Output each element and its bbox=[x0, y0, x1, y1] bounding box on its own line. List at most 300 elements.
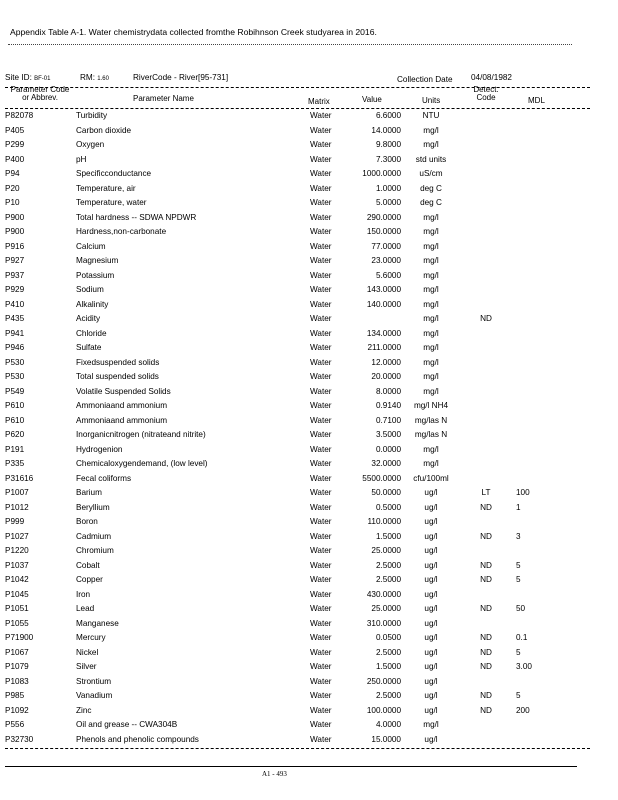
parameter-code-cell: P900 bbox=[5, 212, 25, 222]
table-row bbox=[0, 691, 618, 706]
units-cell: ug/l bbox=[424, 662, 438, 671]
header-detect-line1: Detect. bbox=[473, 85, 499, 94]
matrix-cell: Water bbox=[310, 140, 332, 149]
units-cell: cfu/100ml bbox=[413, 473, 449, 483]
page-number: A1 - 493 bbox=[262, 770, 287, 778]
parameter-name-cell: pH bbox=[76, 154, 87, 164]
matrix-cell: Water bbox=[310, 169, 332, 178]
units-cell: ug/l bbox=[424, 691, 438, 700]
units-cell: ug/l bbox=[424, 676, 438, 686]
units-cell: mg/l bbox=[423, 125, 439, 135]
value-cell: 25.0000 bbox=[371, 546, 401, 555]
mdl-cell: 3.00 bbox=[516, 662, 532, 671]
value-cell: 2.5000 bbox=[375, 691, 401, 700]
parameter-name-cell: Zinc bbox=[76, 705, 92, 715]
footer-rule bbox=[5, 766, 577, 767]
units-cell: mg/l bbox=[423, 241, 439, 251]
matrix-cell: Water bbox=[310, 676, 332, 686]
parameter-code-cell: P1079 bbox=[5, 662, 29, 671]
value-cell: 1000.0000 bbox=[362, 169, 401, 178]
value-cell: 250.0000 bbox=[366, 676, 401, 686]
value-cell: 290.0000 bbox=[366, 212, 401, 222]
table-row bbox=[0, 604, 618, 619]
parameter-name-cell: Sodium bbox=[76, 285, 104, 294]
table-row bbox=[0, 285, 618, 300]
table-row bbox=[0, 430, 618, 445]
matrix-cell: Water bbox=[310, 473, 332, 483]
matrix-cell: Water bbox=[310, 734, 332, 744]
units-cell: mg/l bbox=[423, 314, 439, 323]
matrix-cell: Water bbox=[310, 401, 332, 410]
units-cell: deg C bbox=[420, 183, 442, 193]
value-cell: 7.3000 bbox=[375, 154, 401, 164]
mdl-cell: 5 bbox=[516, 575, 521, 584]
value-cell: 110.0000 bbox=[367, 517, 401, 526]
value-cell: 14.0000 bbox=[371, 125, 401, 135]
parameter-name-cell: Inorganicnitrogen (nitrateand nitrite) bbox=[76, 430, 206, 439]
header-detect bbox=[470, 86, 502, 102]
mdl-cell: 5 bbox=[516, 647, 521, 657]
table-row bbox=[0, 735, 618, 750]
units-cell: mg/l bbox=[423, 343, 439, 352]
value-cell: 32.0000 bbox=[371, 459, 401, 468]
site-id-value: BF-01 bbox=[34, 76, 51, 82]
value-cell: 134.0000 bbox=[366, 328, 401, 338]
table-row bbox=[0, 619, 618, 634]
parameter-code-cell: P335 bbox=[5, 459, 25, 468]
parameter-code-cell: P1045 bbox=[5, 589, 29, 599]
header-code-line2: or Abbrev. bbox=[22, 93, 58, 102]
parameter-code-cell: P1051 bbox=[5, 604, 29, 613]
detect-code-cell: ND bbox=[480, 502, 492, 512]
parameter-name-cell: Lead bbox=[76, 604, 95, 613]
parameter-name-cell: Strontium bbox=[76, 676, 112, 686]
value-cell: 50.0000 bbox=[371, 488, 401, 497]
table-row bbox=[0, 256, 618, 271]
parameter-name-cell: Chemicaloxygendemand, (low level) bbox=[76, 459, 208, 468]
parameter-code-cell: P191 bbox=[5, 444, 25, 454]
units-cell: mg/l bbox=[423, 386, 439, 396]
table-row bbox=[0, 372, 618, 387]
value-cell: 15.0000 bbox=[371, 734, 401, 744]
parameter-code-cell: P610 bbox=[5, 401, 25, 410]
units-cell: NTU bbox=[422, 111, 440, 120]
detect-code-cell: ND bbox=[480, 691, 492, 700]
parameter-code-cell: P927 bbox=[5, 256, 25, 265]
header-code bbox=[5, 86, 75, 102]
parameter-code-cell: P620 bbox=[5, 430, 25, 439]
table-row bbox=[0, 387, 618, 402]
table-row bbox=[0, 662, 618, 677]
units-cell: ug/l bbox=[424, 575, 438, 584]
mdl-cell: 0.1 bbox=[516, 633, 528, 642]
units-cell: mg/l bbox=[423, 357, 439, 367]
value-cell: 0.0000 bbox=[375, 444, 401, 454]
units-cell: deg C bbox=[420, 198, 442, 207]
table-row bbox=[0, 329, 618, 344]
value-cell: 8.0000 bbox=[375, 386, 401, 396]
table-end-rule bbox=[5, 748, 590, 749]
units-cell: std units bbox=[415, 154, 447, 164]
value-cell: 5.0000 bbox=[375, 198, 401, 207]
parameter-name-cell: Chromium bbox=[76, 546, 114, 555]
parameter-name-cell: Total hardness -- SDWA NPDWR bbox=[76, 212, 197, 222]
value-cell: 430.0000 bbox=[366, 589, 401, 599]
units-cell: ug/l bbox=[424, 531, 438, 541]
matrix-cell: Water bbox=[310, 517, 332, 526]
value-cell: 0.7100 bbox=[375, 415, 401, 425]
parameter-code-cell: P71900 bbox=[5, 633, 34, 642]
matrix-cell: Water bbox=[310, 531, 332, 541]
matrix-cell: Water bbox=[310, 459, 332, 468]
table-row bbox=[0, 227, 618, 242]
table-row bbox=[0, 213, 618, 228]
matrix-cell: Water bbox=[310, 502, 332, 512]
units-cell: mg/l bbox=[423, 212, 439, 222]
header-code-line1: Parameter Code bbox=[10, 85, 70, 94]
parameter-name-cell: Nickel bbox=[76, 647, 99, 657]
matrix-cell: Water bbox=[310, 125, 332, 135]
parameter-name-cell: Mercury bbox=[76, 633, 106, 642]
detect-code-cell: ND bbox=[480, 314, 492, 323]
value-cell: 140.0000 bbox=[366, 299, 401, 309]
units-cell: mg/l bbox=[423, 459, 439, 468]
parameter-code-cell: P1067 bbox=[5, 647, 29, 657]
units-cell: ug/l bbox=[424, 502, 438, 512]
matrix-cell: Water bbox=[310, 314, 332, 323]
parameter-code-cell: P549 bbox=[5, 386, 25, 396]
units-cell: ug/l bbox=[424, 734, 438, 744]
parameter-name-cell: Acidity bbox=[76, 314, 101, 323]
matrix-cell: Water bbox=[310, 299, 332, 309]
units-cell: ug/l bbox=[424, 560, 438, 570]
site-id bbox=[5, 73, 50, 82]
parameter-code-cell: P299 bbox=[5, 140, 25, 149]
units-cell: ug/l bbox=[424, 517, 438, 526]
parameter-code-cell: P1037 bbox=[5, 560, 29, 570]
mdl-cell: 1 bbox=[516, 502, 521, 512]
parameter-code-cell: P1220 bbox=[5, 546, 29, 555]
table-row bbox=[0, 140, 618, 155]
header-mdl: MDL bbox=[528, 96, 545, 105]
units-cell: ug/l bbox=[424, 546, 438, 555]
table-row bbox=[0, 169, 618, 184]
parameter-name-cell: Hardness,non-carbonate bbox=[76, 227, 167, 236]
value-cell: 100.0000 bbox=[366, 705, 401, 715]
parameter-code-cell: P530 bbox=[5, 372, 25, 381]
parameter-code-cell: P985 bbox=[5, 691, 25, 700]
matrix-cell: Water bbox=[310, 618, 332, 628]
value-cell: 0.5000 bbox=[375, 502, 401, 512]
value-cell: 12.0000 bbox=[371, 357, 401, 367]
site-id-label: Site ID: bbox=[5, 73, 32, 82]
value-cell: 1.5000 bbox=[375, 662, 401, 671]
units-cell: mg/l bbox=[423, 720, 439, 729]
parameter-name-cell: Vanadium bbox=[76, 691, 113, 700]
matrix-cell: Water bbox=[310, 270, 332, 280]
parameter-name-cell: Phenols and phenolic compounds bbox=[76, 734, 199, 744]
units-cell: uS/cm bbox=[419, 169, 443, 178]
value-cell: 1.0000 bbox=[375, 183, 401, 193]
parameter-name-cell: Boron bbox=[76, 517, 98, 526]
header-units: Units bbox=[422, 96, 441, 105]
matrix-cell: Water bbox=[310, 343, 332, 352]
mdl-cell: 5 bbox=[516, 560, 521, 570]
units-cell: mg/l NH4 bbox=[413, 401, 449, 410]
matrix-cell: Water bbox=[310, 198, 332, 207]
parameter-name-cell: Carbon dioxide bbox=[76, 125, 132, 135]
units-cell: ug/l bbox=[424, 647, 438, 657]
parameter-code-cell: P937 bbox=[5, 270, 25, 280]
matrix-cell: Water bbox=[310, 647, 332, 657]
table-row bbox=[0, 184, 618, 199]
table-row bbox=[0, 300, 618, 315]
value-cell: 9.8000 bbox=[375, 140, 401, 149]
value-cell: 6.6000 bbox=[375, 111, 401, 120]
table-row bbox=[0, 474, 618, 489]
table-row bbox=[0, 242, 618, 257]
table-row bbox=[0, 314, 618, 329]
header-rule-top bbox=[5, 87, 590, 88]
matrix-cell: Water bbox=[310, 560, 332, 570]
detect-code-cell: LT bbox=[481, 488, 491, 497]
detect-code-cell: ND bbox=[480, 705, 492, 715]
parameter-name-cell: Alkalinity bbox=[76, 299, 109, 309]
parameter-name-cell: Barium bbox=[76, 488, 102, 497]
units-cell: ug/l bbox=[424, 604, 438, 613]
parameter-code-cell: P400 bbox=[5, 154, 25, 164]
parameter-code-cell: P94 bbox=[5, 169, 20, 178]
table-row bbox=[0, 488, 618, 503]
units-cell: ug/l bbox=[424, 589, 438, 599]
parameter-code-cell: P530 bbox=[5, 357, 25, 367]
matrix-cell: Water bbox=[310, 183, 332, 193]
table-row bbox=[0, 416, 618, 431]
parameter-name-cell: Temperature, water bbox=[76, 198, 147, 207]
header-rule-bottom bbox=[5, 108, 590, 109]
parameter-name-cell: Specificconductance bbox=[76, 169, 152, 178]
parameter-name-cell: Volatile Suspended Solids bbox=[76, 386, 171, 396]
parameter-code-cell: P410 bbox=[5, 299, 25, 309]
matrix-cell: Water bbox=[310, 372, 332, 381]
table-row bbox=[0, 561, 618, 576]
value-cell: 4.0000 bbox=[375, 720, 401, 729]
mdl-cell: 5 bbox=[516, 691, 521, 700]
matrix-cell: Water bbox=[310, 575, 332, 584]
parameter-name-cell: Oil and grease -- CWA304B bbox=[76, 720, 178, 729]
table-row bbox=[0, 546, 618, 561]
parameter-name-cell: Magnesium bbox=[76, 256, 119, 265]
value-cell: 1.5000 bbox=[375, 531, 401, 541]
matrix-cell: Water bbox=[310, 212, 332, 222]
value-cell: 77.0000 bbox=[371, 241, 401, 251]
parameter-name-cell: Copper bbox=[76, 575, 103, 584]
units-cell: mg/las N bbox=[414, 415, 448, 425]
table-row bbox=[0, 532, 618, 547]
table-row bbox=[0, 271, 618, 286]
parameter-name-cell: Manganese bbox=[76, 618, 119, 628]
units-cell: mg/l bbox=[423, 285, 439, 294]
parameter-name-cell: Turbidity bbox=[76, 111, 108, 120]
parameter-name-cell: Cobalt bbox=[76, 560, 100, 570]
title-divider bbox=[8, 44, 572, 45]
units-cell: mg/l bbox=[423, 444, 439, 454]
parameter-code-cell: P900 bbox=[5, 227, 25, 236]
matrix-cell: Water bbox=[310, 285, 332, 294]
header-detect-line2: Code bbox=[476, 93, 496, 102]
parameter-code-cell: P556 bbox=[5, 720, 25, 729]
detect-code-cell: ND bbox=[480, 647, 492, 657]
table-row bbox=[0, 459, 618, 474]
table-row bbox=[0, 720, 618, 735]
matrix-cell: Water bbox=[310, 589, 332, 599]
matrix-cell: Water bbox=[310, 604, 332, 613]
table-row bbox=[0, 111, 618, 126]
parameter-name-cell: Beryllium bbox=[76, 502, 110, 512]
parameter-code-cell: P10 bbox=[5, 198, 20, 207]
matrix-cell: Water bbox=[310, 111, 332, 120]
value-cell: 211.0000 bbox=[367, 343, 401, 352]
parameter-name-cell: Oxygen bbox=[76, 140, 105, 149]
detect-code-cell: ND bbox=[480, 575, 492, 584]
mdl-cell: 3 bbox=[516, 531, 521, 541]
parameter-name-cell: Total suspended solids bbox=[76, 372, 159, 381]
parameter-code-cell: P946 bbox=[5, 343, 25, 352]
table-row bbox=[0, 590, 618, 605]
parameter-code-cell: P20 bbox=[5, 183, 20, 193]
parameter-code-cell: P1012 bbox=[5, 502, 29, 512]
matrix-cell: Water bbox=[310, 444, 332, 454]
detect-code-cell: ND bbox=[480, 531, 492, 541]
units-cell: ug/l bbox=[424, 705, 438, 715]
parameter-name-cell: Cadmium bbox=[76, 531, 112, 541]
parameter-name-cell: Fecal coliforms bbox=[76, 473, 132, 483]
parameter-name-cell: Ammoniaand ammonium bbox=[76, 401, 168, 410]
parameter-name-cell: Fixedsuspended solids bbox=[76, 357, 160, 367]
table-row bbox=[0, 155, 618, 170]
parameter-code-cell: P31616 bbox=[5, 473, 34, 483]
detect-code-cell: ND bbox=[480, 633, 492, 642]
units-cell: mg/l bbox=[423, 270, 439, 280]
units-cell: mg/l bbox=[423, 140, 439, 149]
value-cell: 5.6000 bbox=[375, 270, 401, 280]
parameter-code-cell: P1027 bbox=[5, 531, 29, 541]
value-cell: 0.9140 bbox=[375, 401, 401, 410]
value-cell: 143.0000 bbox=[366, 285, 401, 294]
units-cell: mg/l bbox=[423, 256, 439, 265]
header-value: Value bbox=[362, 95, 382, 104]
detect-code-cell: ND bbox=[480, 662, 492, 671]
value-cell: 20.0000 bbox=[371, 372, 401, 381]
matrix-cell: Water bbox=[310, 430, 332, 439]
matrix-cell: Water bbox=[310, 357, 332, 367]
units-cell: ug/l bbox=[424, 618, 438, 628]
mdl-cell: 100 bbox=[516, 488, 530, 497]
parameter-code-cell: P1055 bbox=[5, 618, 29, 628]
value-cell: 5500.0000 bbox=[362, 473, 401, 483]
table-row bbox=[0, 126, 618, 141]
value-cell: 2.5000 bbox=[375, 647, 401, 657]
matrix-cell: Water bbox=[310, 415, 332, 425]
table-row bbox=[0, 343, 618, 358]
rm-value: 1.60 bbox=[97, 76, 109, 82]
table-row bbox=[0, 358, 618, 373]
mdl-cell: 200 bbox=[516, 705, 530, 715]
units-cell: mg/las N bbox=[414, 430, 448, 439]
header-matrix: Matrix bbox=[308, 97, 330, 106]
parameter-name-cell: Calcium bbox=[76, 241, 106, 251]
table-row bbox=[0, 517, 618, 532]
parameter-code-cell: P32730 bbox=[5, 734, 34, 744]
parameter-name-cell: Chloride bbox=[76, 328, 107, 338]
parameter-code-cell: P405 bbox=[5, 125, 25, 135]
parameter-code-cell: P999 bbox=[5, 517, 25, 526]
matrix-cell: Water bbox=[310, 256, 332, 265]
table-row bbox=[0, 575, 618, 590]
units-cell: ug/l bbox=[424, 488, 438, 497]
matrix-cell: Water bbox=[310, 488, 332, 497]
parameter-name-cell: Hydrogenion bbox=[76, 444, 123, 454]
parameter-name-cell: Iron bbox=[76, 589, 91, 599]
value-cell: 150.0000 bbox=[366, 227, 401, 236]
value-cell: 310.0000 bbox=[366, 618, 401, 628]
table-row bbox=[0, 503, 618, 518]
value-cell: 0.0500 bbox=[375, 633, 401, 642]
matrix-cell: Water bbox=[310, 328, 332, 338]
units-cell: mg/l bbox=[423, 328, 439, 338]
detect-code-cell: ND bbox=[480, 604, 492, 613]
table-row bbox=[0, 633, 618, 648]
parameter-code-cell: P1007 bbox=[5, 488, 29, 497]
table-row bbox=[0, 706, 618, 721]
parameter-code-cell: P941 bbox=[5, 328, 25, 338]
parameter-name-cell: Potassium bbox=[76, 270, 115, 280]
rm-label: RM: bbox=[80, 73, 96, 82]
table-row bbox=[0, 198, 618, 213]
parameter-code-cell: P916 bbox=[5, 241, 25, 251]
parameter-name-cell: Ammoniaand ammonium bbox=[76, 415, 168, 425]
matrix-cell: Water bbox=[310, 386, 332, 396]
parameter-code-cell: P1042 bbox=[5, 575, 29, 584]
parameter-name-cell: Silver bbox=[76, 662, 97, 671]
parameter-code-cell: P1083 bbox=[5, 676, 29, 686]
collection-date: 04/08/1982 bbox=[471, 73, 512, 82]
value-cell: 3.5000 bbox=[375, 430, 401, 439]
parameter-name-cell: Temperature, air bbox=[76, 183, 136, 193]
matrix-cell: Water bbox=[310, 720, 332, 729]
parameter-code-cell: P929 bbox=[5, 285, 25, 294]
matrix-cell: Water bbox=[310, 227, 332, 236]
value-cell: 2.5000 bbox=[375, 575, 401, 584]
units-cell: mg/l bbox=[423, 227, 439, 236]
parameter-code-cell: P82078 bbox=[5, 111, 34, 120]
value-cell: 2.5000 bbox=[375, 560, 401, 570]
parameter-code-cell: P1092 bbox=[5, 705, 29, 715]
parameter-code-cell: P610 bbox=[5, 415, 25, 425]
matrix-cell: Water bbox=[310, 662, 332, 671]
units-cell: ug/l bbox=[424, 633, 438, 642]
river-mile bbox=[80, 73, 109, 82]
table-row bbox=[0, 445, 618, 460]
table-row bbox=[0, 401, 618, 416]
matrix-cell: Water bbox=[310, 241, 332, 251]
mdl-cell: 50 bbox=[516, 604, 526, 613]
units-cell: mg/l bbox=[423, 372, 439, 381]
value-cell: 23.0000 bbox=[371, 256, 401, 265]
units-cell: mg/l bbox=[423, 299, 439, 309]
collection-date-label: Collection Date bbox=[397, 75, 453, 84]
parameter-name-cell: Sulfate bbox=[76, 343, 102, 352]
